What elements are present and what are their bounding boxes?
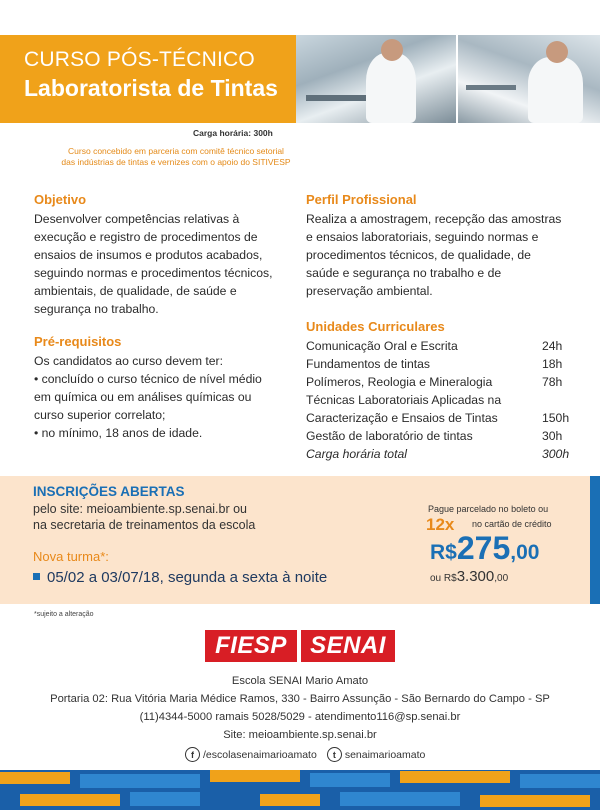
unit-row: Caracterização e Ensaios de Tintas 150h — [306, 411, 570, 425]
disclaimer: *sujeito a alteração — [34, 611, 94, 618]
perfil-text: Realiza a amostragem, recepção das amostras e ensaios laboratoriais, seguindo normas e procedimentos técnicos, de qualidade, de saúde e segurança no trabalho e de preservação ambiental. — [306, 212, 562, 298]
payment-note-1: Pague parcelado no boleto ou — [428, 504, 549, 514]
unit-row: Técnicas Laboratoriais Aplicadas na — [306, 393, 502, 407]
course-type-title: CURSO PÓS-TÉCNICO — [24, 48, 255, 71]
facebook-icon: f — [185, 747, 200, 762]
footer-contact — [0, 672, 600, 744]
payment-note-2: no cartão de crédito — [472, 519, 552, 529]
school-site: Site: meioambiente.sp.senai.br — [223, 729, 377, 741]
social-links — [185, 747, 425, 762]
unit-row: Gestão de laboratório de tintas 30h — [306, 429, 563, 443]
lab-photo-1 — [296, 35, 456, 123]
lab-photo-2 — [458, 35, 600, 123]
workload-label: Carga horária: 300h — [193, 128, 273, 138]
school-phone-email: (11)4344-5000 ramais 5028/5029 - atendimento116@sp.senai.br — [139, 711, 461, 723]
enrolment-heading: INSCRIÇÕES ABERTAS — [33, 484, 185, 499]
band-accent — [590, 476, 600, 604]
prerequisitos-text: Os candidatos ao curso devem ter: • concluído o curso técnico de nível médio em química ou em análises químicas ou curso superior correlato; • no mínimo, 18 anos de idade. — [34, 354, 262, 440]
header-photos — [296, 35, 600, 123]
unit-total-row: Carga horária total 300h — [306, 447, 570, 461]
facebook-link[interactable]: f /escolasenaimarioamato — [185, 747, 317, 762]
right-column — [306, 192, 576, 463]
enrolment-site-line: pelo site: meioambiente.sp.senai.br ou — [33, 502, 248, 516]
unit-row: Fundamentos de tintas 18h — [306, 357, 563, 371]
school-address: Portaria 02: Rua Vitória Maria Médice Ramos, 330 - Bairro Assunção - São Bernardo do Campo - SP — [50, 693, 550, 705]
new-class-label: Nova turma*: — [33, 549, 109, 564]
objetivo-text: Desenvolver competências relativas à execução e registro de procedimentos de ensaios de insumos e produtos acabados, seguindo normas e procedimentos técnicos, ambientais, de qualidade, de saúde e segurança no trabalho. — [34, 212, 273, 316]
school-name: Escola SENAI Mario Amato — [231, 675, 369, 687]
prerequisitos-heading: Pré-requisitos — [34, 334, 122, 349]
total-price: ou R$3.300,00 — [430, 568, 509, 585]
left-column — [34, 192, 284, 442]
objetivo-heading: Objetivo — [34, 192, 87, 207]
twitter-icon: t — [327, 747, 342, 762]
enrolment-office-line: na secretaria de treinamentos da escola — [33, 518, 256, 532]
square-bullet-icon — [33, 573, 40, 580]
unit-row: Polímeros, Reologia e Mineralogia 78h — [306, 375, 563, 389]
class-dates: 05/02 a 03/07/18, segunda a sexta à noite — [33, 569, 327, 586]
course-name-title: Laboratorista de Tintas — [24, 75, 278, 101]
fiesp-senai-logo: FIESP SENAI — [205, 630, 395, 662]
twitter-link[interactable]: t senaimarioamato — [327, 747, 426, 762]
installments-count: 12x — [426, 515, 455, 534]
installment-price: R$275,00 — [430, 530, 540, 566]
unit-row: Comunicação Oral e Escrita 24h — [306, 339, 563, 353]
header — [0, 0, 600, 125]
decorative-footer-stripe — [0, 770, 600, 810]
unidades-heading: Unidades Curriculares — [306, 319, 445, 334]
unidades-table — [306, 337, 576, 463]
course-intro: Curso concebido em parceria com comitê técnico setorial das indústrias de tintas e vernizes com o apoio do SITIVESP — [61, 146, 291, 167]
perfil-heading: Perfil Profissional — [306, 192, 417, 207]
